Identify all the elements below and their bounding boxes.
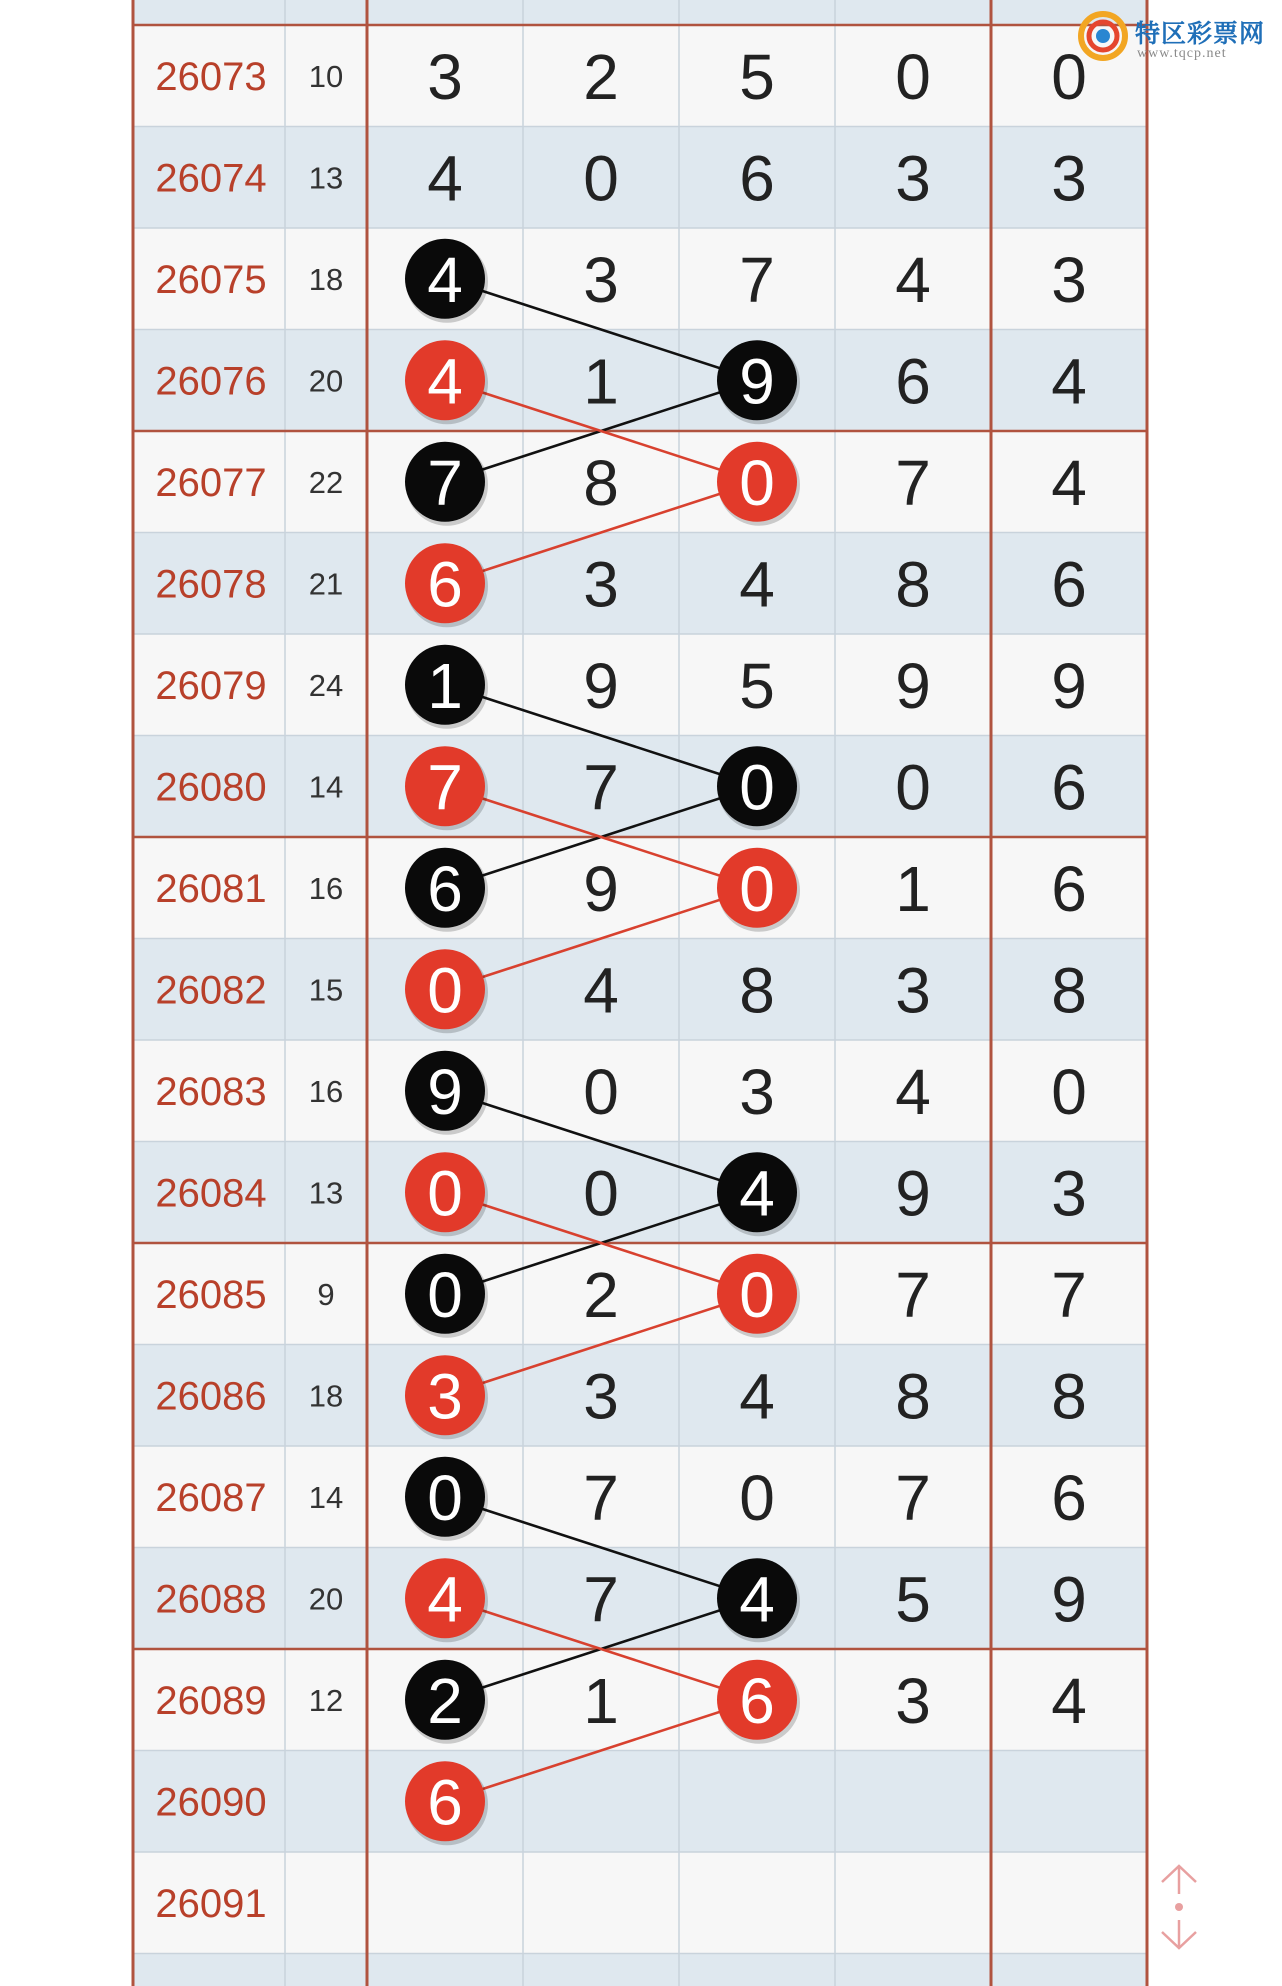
digit-cell: 9 — [1051, 1563, 1087, 1636]
issue-number: 26076 — [155, 359, 267, 404]
digit-cell: 8 — [895, 548, 931, 621]
digit-cell: 4 — [427, 142, 463, 215]
digit-cell: 9 — [583, 649, 619, 722]
digit-cell: 8 — [895, 1360, 931, 1433]
digit-cell: 9 — [739, 345, 775, 418]
digit-cell: 6 — [1051, 548, 1087, 621]
sum-value: 20 — [308, 1581, 344, 1617]
digit-cell: 0 — [739, 1258, 775, 1331]
issue-number: 26091 — [155, 1881, 267, 1926]
digit-cell: 3 — [895, 142, 931, 215]
logo-swirl-icon — [1075, 8, 1131, 64]
digit-cell: 1 — [895, 852, 931, 925]
digit-cell: 4 — [427, 1563, 463, 1636]
digit-cell: 2 — [583, 1258, 619, 1331]
digit-cell: 6 — [739, 1664, 775, 1737]
digit-cell: 8 — [1051, 954, 1087, 1027]
sum-value: 18 — [308, 261, 344, 297]
digit-cell: 3 — [1051, 142, 1087, 215]
digit-cell: 7 — [427, 751, 463, 824]
scroll-up-down-icon — [1148, 1860, 1210, 1955]
logo-name: 特区彩票网 — [1135, 20, 1266, 48]
digit-cell: 3 — [427, 1360, 463, 1433]
digit-cell: 7 — [895, 1258, 931, 1331]
digit-cell: 0 — [1051, 1055, 1087, 1128]
issue-number: 26080 — [155, 765, 267, 810]
issue-number: 26074 — [155, 156, 267, 201]
digit-cell: 0 — [427, 954, 463, 1027]
digit-cell: 7 — [1051, 1258, 1087, 1331]
digit-cell: 0 — [583, 1157, 619, 1230]
digit-cell: 0 — [739, 751, 775, 824]
digit-cell: 6 — [1051, 751, 1087, 824]
sum-value: 14 — [308, 1479, 344, 1515]
issue-number: 26082 — [155, 968, 267, 1013]
digit-cell: 3 — [583, 1360, 619, 1433]
sum-value: 24 — [308, 667, 344, 703]
issue-number: 26073 — [155, 54, 267, 99]
sum-value: 13 — [308, 1175, 344, 1211]
digit-cell: 6 — [1051, 852, 1087, 925]
digit-cell: 4 — [583, 954, 619, 1027]
digit-cell: 1 — [427, 649, 463, 722]
scroll-up-down-control[interactable] — [1148, 1860, 1210, 1955]
digit-cell: 1 — [583, 345, 619, 418]
sum-value: 21 — [308, 566, 344, 602]
sum-value: 12 — [308, 1682, 344, 1718]
digit-cell: 0 — [427, 1258, 463, 1331]
sum-value: 13 — [308, 160, 344, 196]
digit-cell: 4 — [1051, 446, 1087, 519]
digit-cell: 4 — [739, 1157, 775, 1230]
digit-cell: 0 — [739, 1461, 775, 1534]
digit-cell: 9 — [427, 1055, 463, 1128]
issue-number: 26090 — [155, 1780, 267, 1825]
digit-cell: 0 — [1051, 40, 1087, 113]
digit-cell: 0 — [739, 446, 775, 519]
digit-cell: 4 — [1051, 1664, 1087, 1737]
issue-number: 26085 — [155, 1272, 267, 1317]
digit-cell: 3 — [895, 1664, 931, 1737]
issue-number: 26077 — [155, 460, 267, 505]
digit-cell: 4 — [739, 548, 775, 621]
digit-cell: 3 — [1051, 243, 1087, 316]
digit-cell: 8 — [583, 446, 619, 519]
digit-cell: 3 — [895, 954, 931, 1027]
sum-value: 10 — [308, 58, 344, 94]
digit-cell: 5 — [739, 40, 775, 113]
sum-value: 22 — [308, 464, 344, 500]
digit-cell: 0 — [739, 852, 775, 925]
digit-cell: 4 — [739, 1360, 775, 1433]
digit-cell: 7 — [895, 446, 931, 519]
digit-cell: 4 — [427, 345, 463, 418]
digit-cell: 9 — [895, 1157, 931, 1230]
digit-cell: 6 — [1051, 1461, 1087, 1534]
digit-cell: 4 — [895, 1055, 931, 1128]
digit-cell: 0 — [427, 1461, 463, 1534]
digit-cell: 1 — [583, 1664, 619, 1737]
digit-cell: 8 — [1051, 1360, 1087, 1433]
digit-cell: 6 — [427, 1766, 463, 1839]
digit-cell: 6 — [895, 345, 931, 418]
sum-value: 16 — [308, 870, 344, 906]
sum-value: 14 — [308, 769, 344, 805]
digit-cell: 4 — [895, 243, 931, 316]
digit-cell: 6 — [427, 548, 463, 621]
digit-cell: 9 — [1051, 649, 1087, 722]
digit-cell: 3 — [739, 1055, 775, 1128]
digit-cell: 0 — [427, 1157, 463, 1230]
digit-cell: 3 — [427, 40, 463, 113]
digit-cell: 5 — [739, 649, 775, 722]
digit-cell: 3 — [583, 243, 619, 316]
digit-cell: 4 — [739, 1563, 775, 1636]
digit-cell: 2 — [583, 40, 619, 113]
digit-cell: 7 — [583, 1563, 619, 1636]
logo-url: www.tqcp.net — [1137, 46, 1227, 61]
digit-cell: 6 — [427, 852, 463, 925]
digit-cell: 4 — [1051, 345, 1087, 418]
sum-value: 15 — [308, 972, 344, 1008]
digit-cell: 7 — [739, 243, 775, 316]
digit-cell: 4 — [427, 243, 463, 316]
digit-cell: 7 — [427, 446, 463, 519]
digit-cell: 9 — [583, 852, 619, 925]
digit-cell: 9 — [895, 649, 931, 722]
digit-cell: 2 — [427, 1664, 463, 1737]
issue-number: 26087 — [155, 1475, 267, 1520]
digit-cell: 0 — [895, 40, 931, 113]
issue-number: 26079 — [155, 663, 267, 708]
sum-value: 16 — [308, 1073, 344, 1109]
issue-number: 26081 — [155, 866, 267, 911]
digit-cell: 3 — [1051, 1157, 1087, 1230]
issue-number: 26083 — [155, 1069, 267, 1114]
digit-cell: 6 — [739, 142, 775, 215]
sum-value: 20 — [308, 363, 344, 399]
digit-cell: 7 — [583, 1461, 619, 1534]
digit-cell: 8 — [739, 954, 775, 1027]
sum-value: 18 — [308, 1378, 344, 1414]
issue-number: 26088 — [155, 1577, 267, 1622]
site-logo[interactable] — [1075, 8, 1280, 68]
digit-cell: 0 — [583, 1055, 619, 1128]
digit-cell: 7 — [583, 751, 619, 824]
digit-cell: 7 — [895, 1461, 931, 1534]
digit-cell: 5 — [895, 1563, 931, 1636]
digit-cell: 3 — [583, 548, 619, 621]
issue-number: 26089 — [155, 1678, 267, 1723]
digit-cell: 0 — [583, 142, 619, 215]
issue-number: 26084 — [155, 1171, 267, 1216]
issue-number: 26086 — [155, 1374, 267, 1419]
sum-value: 9 — [317, 1276, 335, 1312]
digit-cell: 0 — [895, 751, 931, 824]
issue-number: 26075 — [155, 257, 267, 302]
issue-number: 26078 — [155, 562, 267, 607]
